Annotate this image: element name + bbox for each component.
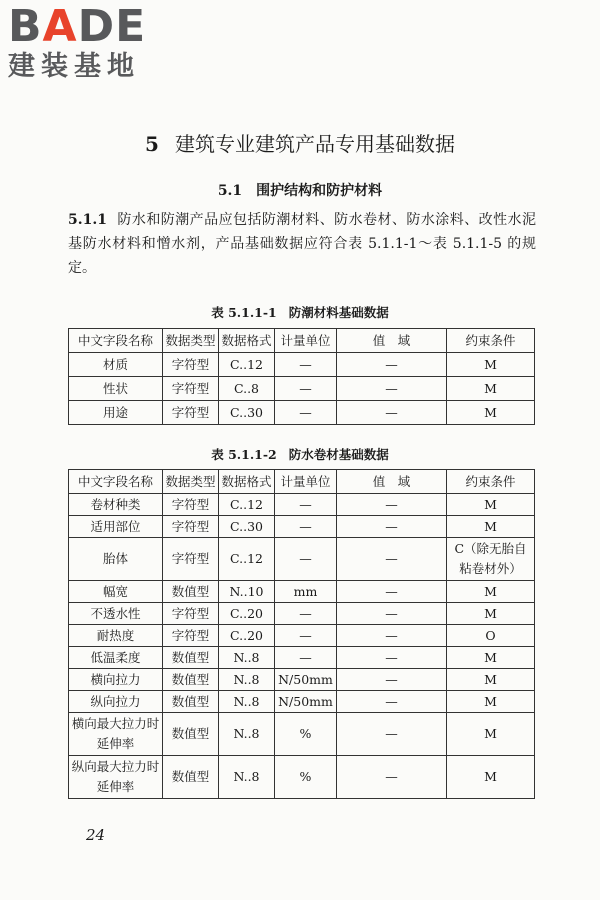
table-cell: 字符型: [163, 538, 219, 581]
table-cell: 数值型: [163, 669, 219, 691]
table-row: [69, 516, 535, 538]
column-header: 计量单位: [275, 329, 337, 353]
table-cell: 横向最大拉力时延伸率: [69, 713, 163, 756]
column-header: 数据格式: [219, 329, 275, 353]
table-cell: mm: [275, 581, 337, 603]
table-row: [69, 756, 535, 799]
table1: [68, 328, 535, 425]
table2-number: 表 5.1.1-2: [211, 447, 277, 462]
section-title: [0, 180, 600, 200]
table-cell: M: [447, 581, 535, 603]
table-cell: —: [337, 353, 447, 377]
table-row: [69, 494, 535, 516]
table-cell: 材质: [69, 353, 163, 377]
table-cell: N..8: [219, 647, 275, 669]
table-cell: 字符型: [163, 625, 219, 647]
table-row: [69, 401, 535, 425]
table-cell: —: [275, 353, 337, 377]
column-header: 计量单位: [275, 470, 337, 494]
table-cell: N/50mm: [275, 691, 337, 713]
logo-wordmark: BADE: [8, 1, 147, 52]
table-cell: 幅宽: [69, 581, 163, 603]
table-cell: 数值型: [163, 647, 219, 669]
table-cell: 胎体: [69, 538, 163, 581]
table-cell: O: [447, 625, 535, 647]
table1-title: 防潮材料基础数据: [288, 305, 389, 320]
table-row: [69, 377, 535, 401]
table-cell: %: [275, 756, 337, 799]
table-cell: C..20: [219, 625, 275, 647]
clause-number: 5.1.1: [68, 212, 107, 228]
table-cell: 性状: [69, 377, 163, 401]
table-row: [69, 581, 535, 603]
table-cell: 数值型: [163, 691, 219, 713]
table-cell: N..8: [219, 669, 275, 691]
table-cell: N/50mm: [275, 669, 337, 691]
table-cell: 耐热度: [69, 625, 163, 647]
column-header: 值 域: [337, 470, 447, 494]
chapter-title-text: 建筑专业建筑产品专用基础数据: [174, 132, 455, 156]
table-cell: C..30: [219, 401, 275, 425]
table1-caption: [0, 303, 600, 321]
table-cell: —: [275, 377, 337, 401]
table-cell: M: [447, 603, 535, 625]
table-row: [69, 669, 535, 691]
table-cell: —: [337, 516, 447, 538]
column-header: 中文字段名称: [69, 329, 163, 353]
table-cell: 数值型: [163, 756, 219, 799]
table2-title: 防水卷材基础数据: [288, 447, 389, 462]
table-header-row: [69, 329, 535, 353]
table-cell: 不透水性: [69, 603, 163, 625]
table-cell: —: [337, 377, 447, 401]
table-cell: M: [447, 691, 535, 713]
table-cell: —: [337, 713, 447, 756]
table2: [68, 469, 535, 799]
table-cell: 低温柔度: [69, 647, 163, 669]
table-cell: 字符型: [163, 353, 219, 377]
clause-paragraph: [68, 208, 536, 280]
table-row: [69, 647, 535, 669]
table-row: [69, 625, 535, 647]
table-cell: 横向拉力: [69, 669, 163, 691]
table-cell: —: [337, 494, 447, 516]
table-cell: —: [337, 625, 447, 647]
chapter-title: [0, 128, 600, 157]
table-cell: C..30: [219, 516, 275, 538]
table-cell: N..8: [219, 691, 275, 713]
table-cell: —: [337, 756, 447, 799]
logo-subtitle: 建装基地: [8, 51, 140, 82]
table-cell: —: [275, 538, 337, 581]
table-cell: 字符型: [163, 377, 219, 401]
bade-logo: [8, 1, 147, 82]
table-cell: —: [337, 401, 447, 425]
table-cell: 数值型: [163, 581, 219, 603]
table-cell: C..8: [219, 377, 275, 401]
table-cell: —: [337, 603, 447, 625]
table-cell: —: [337, 691, 447, 713]
table-cell: C..12: [219, 494, 275, 516]
table-row: [69, 353, 535, 377]
column-header: 数据格式: [219, 470, 275, 494]
column-header: 约束条件: [447, 470, 535, 494]
table-cell: N..10: [219, 581, 275, 603]
page-number: 24: [86, 826, 106, 844]
section-number: 5.1: [217, 183, 243, 199]
table-cell: C..12: [219, 538, 275, 581]
column-header: 数据类型: [163, 329, 219, 353]
table-cell: 字符型: [163, 516, 219, 538]
table-cell: M: [447, 516, 535, 538]
table1-number: 表 5.1.1-1: [211, 305, 277, 320]
table-cell: M: [447, 377, 535, 401]
table-cell: M: [447, 713, 535, 756]
table-cell: —: [337, 647, 447, 669]
table-cell: M: [447, 401, 535, 425]
section-title-text: 围护结构和防护材料: [256, 183, 383, 199]
table-row: [69, 603, 535, 625]
table-cell: C..12: [219, 353, 275, 377]
table-row: [69, 691, 535, 713]
table-cell: —: [275, 516, 337, 538]
table-cell: —: [337, 538, 447, 581]
table-cell: 纵向最大拉力时延伸率: [69, 756, 163, 799]
table-cell: 用途: [69, 401, 163, 425]
table-cell: 适用部位: [69, 516, 163, 538]
table-cell: —: [275, 625, 337, 647]
table-cell: M: [447, 669, 535, 691]
column-header: 中文字段名称: [69, 470, 163, 494]
table-cell: —: [275, 603, 337, 625]
table-cell: C（除无胎自粘卷材外）: [447, 538, 535, 581]
table-cell: N..8: [219, 756, 275, 799]
table-cell: —: [337, 581, 447, 603]
table-cell: —: [337, 669, 447, 691]
table-cell: %: [275, 713, 337, 756]
table-row: [69, 538, 535, 581]
table-cell: N..8: [219, 713, 275, 756]
column-header: 约束条件: [447, 329, 535, 353]
table-cell: —: [275, 401, 337, 425]
table-cell: —: [275, 494, 337, 516]
chapter-number: 5: [145, 132, 159, 156]
table-cell: 字符型: [163, 494, 219, 516]
clause-text: 防水和防潮产品应包括防潮材料、防水卷材、防水涂料、改性水泥基防水材料和憎水剂，产品基础数据应符合表 5.1.1-1～表 5.1.1-5 的规定。: [68, 212, 536, 276]
column-header: 数据类型: [163, 470, 219, 494]
table-cell: 数值型: [163, 713, 219, 756]
table-cell: M: [447, 353, 535, 377]
table-row: [69, 713, 535, 756]
table-cell: 字符型: [163, 401, 219, 425]
table-cell: M: [447, 494, 535, 516]
table-cell: —: [275, 647, 337, 669]
table-cell: M: [447, 756, 535, 799]
table-cell: 卷材种类: [69, 494, 163, 516]
table-cell: 字符型: [163, 603, 219, 625]
table-cell: C..20: [219, 603, 275, 625]
table-cell: M: [447, 647, 535, 669]
table2-caption: [0, 445, 600, 463]
table-header-row: [69, 470, 535, 494]
table-cell: 纵向拉力: [69, 691, 163, 713]
column-header: 值 域: [337, 329, 447, 353]
